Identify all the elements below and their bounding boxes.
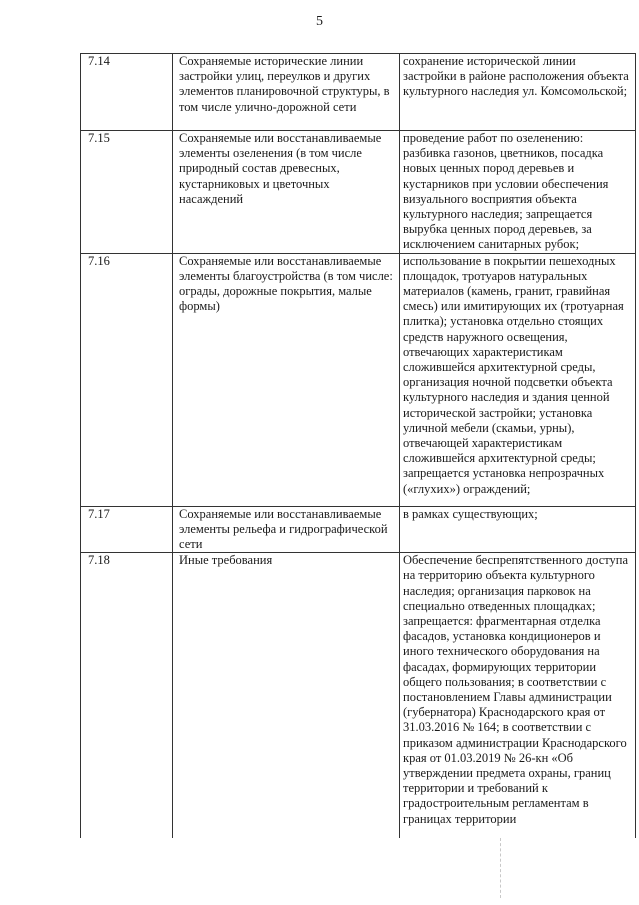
row-element-name: Сохраняемые исторические линии застройки улиц, переулков и других элементов планировочной структуры, в том числе улично-дорожной сети [173, 54, 400, 131]
row-requirements: проведение работ по озеленению: разбивка газонов, цветников, посадка новых ценных пород деревьев и кустарников при условии обеспечения визуального восприятия объекта культурного наследия; запрещается вырубка ценных пород деревьев, за исключением санитарных рубок; [400, 131, 636, 254]
page-number: 5 [316, 14, 323, 29]
row-requirements: Обеспечение беспрепятственного доступа на территорию объекта культурного наследия; организация парковок на специально отведенных площадках; запрещается: фрагментарная отделка фасадов, установка кондиционеров и иного технического оборудования на фасадах, формирующих территории общего пользования; в соответствии с постановлением Главы администрации (губернатора) Краснодарского края от 31.03.2016 № 164; в соответствии с приказом администрации Краснодарского края от 01.03.2019 № 26-кн «Об утверждении предмета охраны, границ территории и требований к градостроительным регламентам в границах территории [400, 553, 636, 838]
row-element-name: Иные требования [173, 553, 400, 838]
row-number: 7.18 [81, 553, 173, 838]
table-row [81, 131, 636, 254]
row-number: 7.15 [81, 131, 173, 254]
table-row [81, 553, 636, 838]
row-number: 7.16 [81, 253, 173, 506]
scan-artifact-line [500, 838, 501, 898]
row-requirements: использование в покрытии пешеходных площадок, тротуаров натуральных материалов (камень, гранит, гравийная смесь) или имитирующих их (тротуарная плитка); установка отдельно стоящих средств наружного освещения, отвечающих характеристикам сложившейся архитектурной среды, организация ночной подсветки объекта культурного наследия и здания ценной исторической застройки; установка уличной мебели (скамьи, урны), отвечающей характеристикам сложившейся архитектурной среды; запрещается установка непрозрачных («глухих») ограждений; [400, 253, 636, 506]
row-element-name: Сохраняемые или восстанавливаемые элементы рельефа и гидрографической сети [173, 506, 400, 553]
table-row [81, 253, 636, 506]
requirements-table [80, 53, 636, 838]
row-requirements: сохранение исторической линии застройки в районе расположения объекта культурного наследия ул. Комсомольской; [400, 54, 636, 131]
table-row [81, 506, 636, 553]
row-element-name: Сохраняемые или восстанавливаемые элементы озеленения (в том числе природный состав древесных, кустарниковых и цветочных насаждений [173, 131, 400, 254]
row-requirements: в рамках существующих; [400, 506, 636, 553]
row-number: 7.17 [81, 506, 173, 553]
row-element-name: Сохраняемые или восстанавливаемые элементы благоустройства (в том числе: ограды, дорожные покрытия, малые формы) [173, 253, 400, 506]
table-row [81, 54, 636, 131]
row-number: 7.14 [81, 54, 173, 131]
